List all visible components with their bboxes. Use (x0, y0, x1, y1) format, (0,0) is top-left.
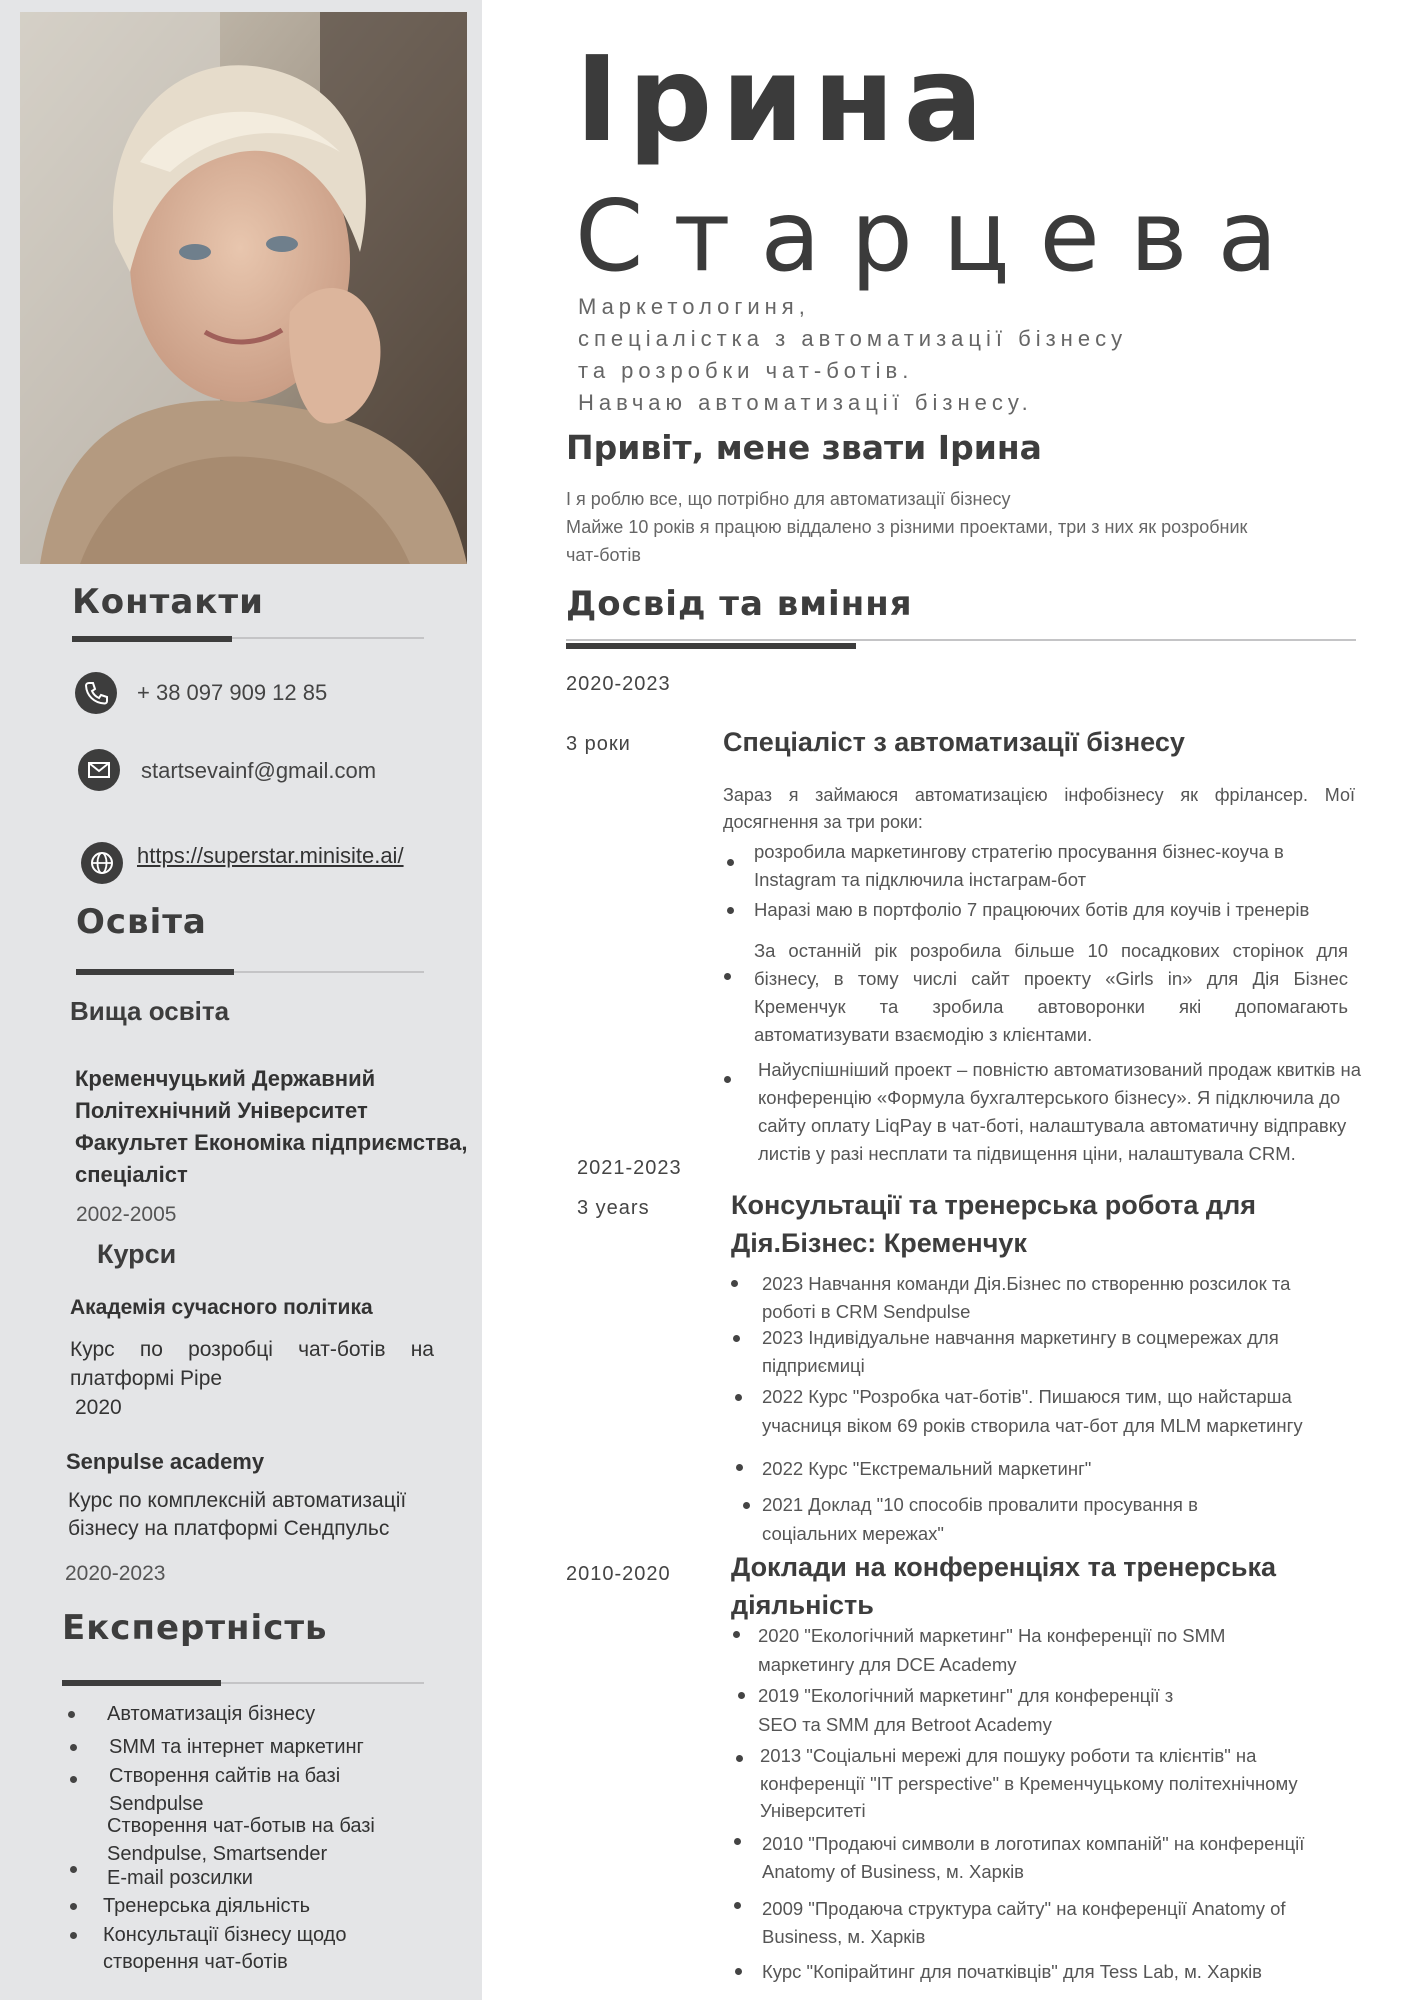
course2-line2: бізнесу на платформі Сендпульс (68, 1517, 390, 1540)
higher-education-title: Вища освіта (70, 996, 230, 1026)
bullet (735, 1968, 742, 1975)
job3-bullet: 2009 "Продаюча структура сайту" на конференції Anatomy of (762, 1898, 1286, 1919)
phone-icon (75, 672, 117, 714)
course1-school: Академія сучасного політика (70, 1296, 373, 1319)
job1-bullet: бізнесу, в тому числі сайт проекту «Girls in» для Дія Бізнес (754, 968, 1348, 989)
job3-bullet: 2010 "Продаючі символи в логотипах компаній" на конференції (762, 1833, 1305, 1854)
expertise-item: створення чат-ботів (103, 1951, 288, 1973)
course2-line1: Курс по комплексній автоматизації (68, 1489, 407, 1512)
divider-accent (566, 643, 856, 649)
divider (566, 639, 1356, 641)
intro-line: чат-ботів (566, 545, 641, 565)
job1-bullet: сайту оплату LiqPay в чат-боті, налаштувала автоматичну відправку (758, 1115, 1347, 1136)
bullet (731, 1280, 738, 1287)
university-years: 2002-2005 (76, 1203, 177, 1226)
expertise-item: Автоматизація бізнесу (107, 1703, 316, 1725)
course1-year: 2020 (75, 1396, 122, 1419)
bullet (68, 1711, 75, 1718)
job2-bullet: учасниця віком 69 років створила чат-бот для MLM маркетингу (762, 1415, 1303, 1436)
job3-bullet: Anatomy of Business, м. Харків (762, 1861, 1025, 1882)
job1-bullet: За останній рік розробила більше 10 посадкових сторінок для (754, 940, 1348, 961)
divider-accent (72, 636, 232, 642)
bullet (743, 1502, 750, 1509)
expertise-item: Створення чат-ботыв на базі (107, 1815, 375, 1837)
job3-bullet: 2020 "Екологічний маркетинг" На конференції по SMM (758, 1625, 1226, 1646)
course2-year: 2020-2023 (65, 1562, 166, 1585)
job2-years: 2021-2023 (577, 1157, 682, 1179)
job2-bullet: роботі в CRM Sendpulse (762, 1301, 971, 1322)
job2-bullet: 2022 Курс "Розробка чат-ботів". Пишаюся тим, що найстарша (762, 1386, 1292, 1407)
job2-title: Консультації та тренерська робота для (731, 1190, 1256, 1220)
course1-line1: Курс по розробці чат-ботів на (70, 1338, 434, 1361)
contacts-title: Контакти (72, 582, 264, 622)
tagline-line: Навчаю автоматизації бізнесу. (578, 390, 1033, 415)
job3-bullet: Business, м. Харків (762, 1926, 926, 1947)
bullet (724, 1076, 731, 1083)
job1-bullet: листів у разі несплати та підвищення ціни, налаштувала CRM. (758, 1143, 1296, 1164)
bullet (733, 1335, 740, 1342)
job3-title: Доклади на конференціях та тренерська (731, 1552, 1276, 1582)
email-address[interactable]: startsevainf@gmail.com (141, 758, 377, 783)
first-name: Ірина (575, 30, 993, 168)
last-name: Старцева (575, 180, 1308, 294)
bullet (738, 1692, 745, 1699)
job2-duration: 3 years (577, 1197, 650, 1219)
divider-accent (62, 1680, 221, 1686)
job3-bullet: SEO та SMM для Betroot Academy (758, 1714, 1052, 1735)
job2-title: Дія.Бізнес: Кременчук (731, 1228, 1027, 1258)
greeting: Привіт, мене звати Ірина (566, 428, 1042, 467)
university-line-1: Кременчуцький Державний (75, 1066, 376, 1091)
divider-accent (76, 969, 234, 975)
expertise-item: Створення сайтів на базі (109, 1765, 341, 1787)
expertise-title: Експертність (62, 1608, 328, 1648)
job2-bullet: 2022 Курс "Екстремальний маркетинг" (762, 1458, 1092, 1479)
job1-title: Спеціаліст з автоматизації бізнесу (723, 727, 1185, 757)
education-title: Освіта (76, 902, 207, 942)
job2-bullet: 2023 Навчання команди Дія.Бізнес по створенню розсилок та (762, 1273, 1291, 1294)
courses-title: Курси (97, 1239, 177, 1269)
course2-school: Senpulse academy (66, 1449, 265, 1474)
job1-bullet: Найуспішніший проект – повністю автоматизований продаж квитків на (758, 1059, 1362, 1080)
job2-bullet: 2021 Доклад "10 способів провалити просування в (762, 1494, 1198, 1515)
job1-para-line: Зараз я займаюся автоматизацією інфобізнесу як фрілансер. Мої (723, 785, 1355, 805)
bullet (70, 1866, 77, 1873)
job1-bullet: Instagram та підключила інстаграм-бот (754, 869, 1087, 890)
expertise-item: SMM та інтернет маркетинг (109, 1736, 364, 1758)
intro-line: І я роблю все, що потрібно для автоматизації бізнесу (566, 489, 1011, 509)
experience-title: Досвід та вміння (566, 584, 913, 624)
job3-bullet: 2019 "Екологічний маркетинг" для конференції з (758, 1685, 1174, 1706)
expertise-item: E-mail розсилки (107, 1867, 253, 1889)
job1-bullet: конференцію «Формула бухгалтерського бізнесу». Я підключила до (758, 1087, 1341, 1108)
job3-bullet: Університеті (760, 1800, 866, 1821)
bullet (733, 1631, 740, 1638)
bullet (727, 859, 734, 866)
tagline-line: спеціалістка з автоматизації бізнесу (578, 326, 1128, 351)
job1-years: 2020-2023 (566, 673, 671, 695)
university-line-3: Факультет Економіка підприємства, (75, 1130, 468, 1155)
job1-bullet: Кременчук та зробила автоворонки які допомагають (754, 996, 1348, 1017)
job1-bullet: розробила маркетингову стратегію просування бізнес-коуча в (754, 841, 1284, 862)
intro-line: Майже 10 років я працюю віддалено з різними проектами, три з них як розробник (566, 517, 1248, 537)
bullet (724, 973, 731, 980)
expertise-item: Sendpulse, Smartsender (107, 1843, 328, 1865)
bullet (734, 1902, 741, 1909)
bullet (70, 1744, 77, 1751)
job3-bullet: конференції "IT perspective" в Кременчуцькому політехнічному (760, 1773, 1298, 1794)
job2-bullet: соціальних мережах" (762, 1523, 944, 1544)
job1-bullet: Наразі маю в портфоліо 7 працюючих ботів для коучів і тренерів (754, 899, 1310, 920)
profile-photo (20, 12, 467, 564)
job2-bullet: підприємиці (762, 1355, 865, 1376)
job2-bullet: 2023 Індивідуальне навчання маркетингу в соцмережах для (762, 1327, 1279, 1348)
globe-icon (81, 842, 123, 884)
job1-bullet: автоматизувати взаємодію з клієнтами. (754, 1024, 1093, 1045)
bullet (735, 1394, 742, 1401)
tagline-line: Маркетологиня, (578, 294, 810, 319)
bullet (727, 907, 734, 914)
bullet (70, 1776, 77, 1783)
expertise-item: Sendpulse (109, 1793, 204, 1815)
bullet (734, 1838, 741, 1845)
job3-bullet: маркетингу для DCE Academy (758, 1654, 1017, 1675)
bullet (736, 1464, 743, 1471)
job1-duration: 3 роки (566, 733, 631, 755)
job3-bullet: Курс "Копірайтинг для початківців" для Tess Lab, м. Харків (762, 1961, 1263, 1982)
phone-number[interactable]: + 38 097 909 12 85 (137, 680, 328, 705)
tagline-line: та розробки чат-ботів. (578, 358, 914, 383)
university-line-4: спеціаліст (75, 1162, 188, 1187)
website-link[interactable]: https://superstar.minisite.ai/ (137, 843, 404, 868)
job3-title: діяльність (731, 1590, 874, 1620)
university-line-2: Політехнічний Університет (75, 1098, 368, 1123)
job3-years: 2010-2020 (566, 1563, 671, 1585)
job3-bullet: 2013 "Соціальні мережі для пошуку роботи та клієнтів" на (760, 1745, 1257, 1766)
bullet (736, 1755, 743, 1762)
email-icon (78, 749, 120, 791)
bullet (70, 1932, 77, 1939)
expertise-item: Тренерська діяльність (103, 1895, 311, 1917)
course1-line2: платформі Pipe (70, 1367, 223, 1390)
job1-para-line: досягнення за три роки: (723, 812, 923, 832)
bullet (70, 1903, 77, 1910)
expertise-item: Консультації бізнесу щодо (103, 1924, 347, 1946)
